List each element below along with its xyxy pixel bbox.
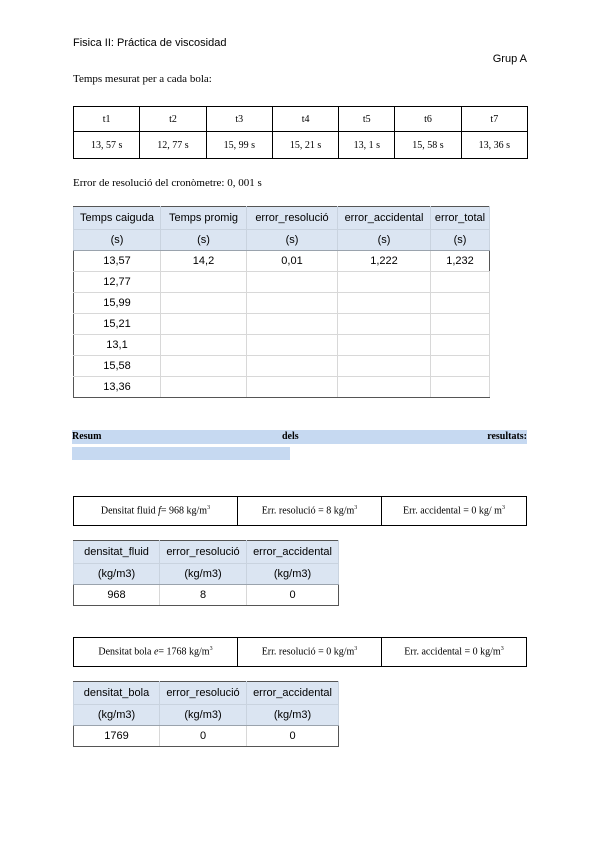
unit-cell: (kg/m3)	[160, 564, 247, 585]
ball-density-cell: Densitat bola e= 1768 $kg/m^3$	[74, 638, 238, 667]
data-cell	[338, 314, 431, 335]
data-cell	[431, 272, 490, 293]
table-row	[74, 293, 490, 314]
header-cell: t3	[206, 107, 272, 132]
data-cell: 13,1	[74, 335, 161, 356]
fall-time-sheet	[73, 206, 490, 398]
group-label: Grup A	[492, 53, 527, 65]
header-cell: t2	[140, 107, 206, 132]
value-cell: 15, 21 s	[272, 132, 338, 159]
chrono-error-text: Error de resolució del cronòmetre: 0, 001 s	[73, 177, 262, 189]
sheet-units-row	[74, 564, 339, 585]
unit-cell: (s)	[247, 230, 338, 251]
table-row	[74, 377, 490, 398]
data-cell	[247, 356, 338, 377]
data-cell	[431, 377, 490, 398]
data-cell: 0	[247, 585, 339, 606]
unit-cell: (s)	[74, 230, 161, 251]
unit-cell: (s)	[161, 230, 247, 251]
data-cell: 8	[160, 585, 247, 606]
value-cell: 12, 77 s	[140, 132, 206, 159]
column-header: error_total	[431, 207, 490, 230]
summary-heading	[72, 430, 527, 444]
data-cell: 0,01	[247, 251, 338, 272]
data-cell: 13,57	[74, 251, 161, 272]
table-row	[74, 335, 490, 356]
data-cell	[338, 356, 431, 377]
sheet-header-row	[74, 682, 339, 705]
ball-density-box	[73, 637, 527, 667]
value-cell: 15, 58 s	[395, 132, 461, 159]
data-cell	[161, 293, 247, 314]
column-header: error_resolució	[247, 207, 338, 230]
data-cell	[338, 335, 431, 356]
ball-accidental-cell: Err. accidental = 0 $kg/m^3$	[382, 638, 527, 667]
table-row	[74, 251, 490, 272]
document-title: Fisica II: Práctica de viscosidad	[73, 37, 227, 49]
data-cell	[431, 314, 490, 335]
header-cell: t1	[74, 107, 140, 132]
sheet-units-row	[74, 230, 490, 251]
summary-highlight	[72, 447, 290, 460]
ball-resolution-cell: Err. resolució = 0 $kg/m^3$	[238, 638, 382, 667]
fluid-sheet	[73, 540, 339, 606]
column-header: error_accidental	[247, 682, 339, 705]
sheet-header-row	[74, 207, 490, 230]
unit-cell: (kg/m3)	[74, 564, 160, 585]
data-cell	[247, 314, 338, 335]
table-row	[74, 726, 339, 747]
data-cell: 1769	[74, 726, 160, 747]
data-cell: 0	[247, 726, 339, 747]
header-cell: t5	[339, 107, 395, 132]
summary-word: dels	[282, 431, 299, 442]
data-cell: 1,232	[431, 251, 490, 272]
table-row	[74, 272, 490, 293]
data-cell: 12,77	[74, 272, 161, 293]
data-cell	[161, 314, 247, 335]
data-cell	[161, 335, 247, 356]
times-header-row	[74, 107, 528, 132]
unit-cell: (kg/m3)	[74, 705, 160, 726]
table-row	[74, 585, 339, 606]
column-header: Temps promig	[161, 207, 247, 230]
value-cell: 13, 36 s	[461, 132, 527, 159]
data-cell: 968	[74, 585, 160, 606]
fluid-resolution-cell: Err. resolució = 8 $kg/m^3$	[238, 497, 382, 526]
data-cell	[161, 377, 247, 398]
fluid-density-box	[73, 496, 527, 526]
value-cell: 13, 57 s	[74, 132, 140, 159]
sheet-units-row	[74, 705, 339, 726]
value-cell: 13, 1 s	[339, 132, 395, 159]
column-header: error_accidental	[247, 541, 339, 564]
times-table	[73, 106, 528, 159]
table-row	[74, 356, 490, 377]
data-cell	[247, 272, 338, 293]
data-cell	[431, 293, 490, 314]
data-cell: 15,21	[74, 314, 161, 335]
times-intro: Temps mesurat per a cada bola:	[73, 73, 212, 85]
column-header: densitat_bola	[74, 682, 160, 705]
data-cell	[161, 356, 247, 377]
ball-sheet	[73, 681, 339, 747]
unit-cell: (s)	[338, 230, 431, 251]
fluid-symbol: f	[158, 505, 161, 517]
column-header: error_resolució	[160, 541, 247, 564]
summary-word: resultats:	[487, 431, 527, 442]
data-cell	[161, 272, 247, 293]
ball-symbol: e	[153, 646, 159, 658]
unit-cell: (s)	[431, 230, 490, 251]
header-cell: t6	[395, 107, 461, 132]
data-cell	[431, 356, 490, 377]
data-cell: 0	[160, 726, 247, 747]
data-cell: 15,99	[74, 293, 161, 314]
unit-cell: (kg/m3)	[247, 564, 339, 585]
data-cell	[338, 293, 431, 314]
data-cell	[431, 335, 490, 356]
unit-cell: (kg/m3)	[247, 705, 339, 726]
data-cell: 15,58	[74, 356, 161, 377]
table-row	[74, 314, 490, 335]
value-cell: 15, 99 s	[206, 132, 272, 159]
times-value-row	[74, 132, 528, 159]
data-cell: 14,2	[161, 251, 247, 272]
column-header: error_resolució	[160, 682, 247, 705]
column-header: densitat_fluid	[74, 541, 160, 564]
data-cell: 13,36	[74, 377, 161, 398]
summary-word: Resum	[72, 431, 102, 442]
header-cell: t7	[461, 107, 527, 132]
data-cell	[247, 293, 338, 314]
column-header: Temps caiguda	[74, 207, 161, 230]
fluid-density-cell: Densitat fluid f= 968 $kg/m^3$	[74, 497, 238, 526]
header-cell: t4	[272, 107, 338, 132]
data-cell	[247, 377, 338, 398]
data-cell	[247, 335, 338, 356]
data-cell	[338, 272, 431, 293]
data-cell: 1,222	[338, 251, 431, 272]
sheet-header-row	[74, 541, 339, 564]
unit-cell: (kg/m3)	[160, 705, 247, 726]
fluid-accidental-cell: Err. accidental = 0 kg/ $m^3$	[382, 497, 527, 526]
column-header: error_accidental	[338, 207, 431, 230]
data-cell	[338, 377, 431, 398]
